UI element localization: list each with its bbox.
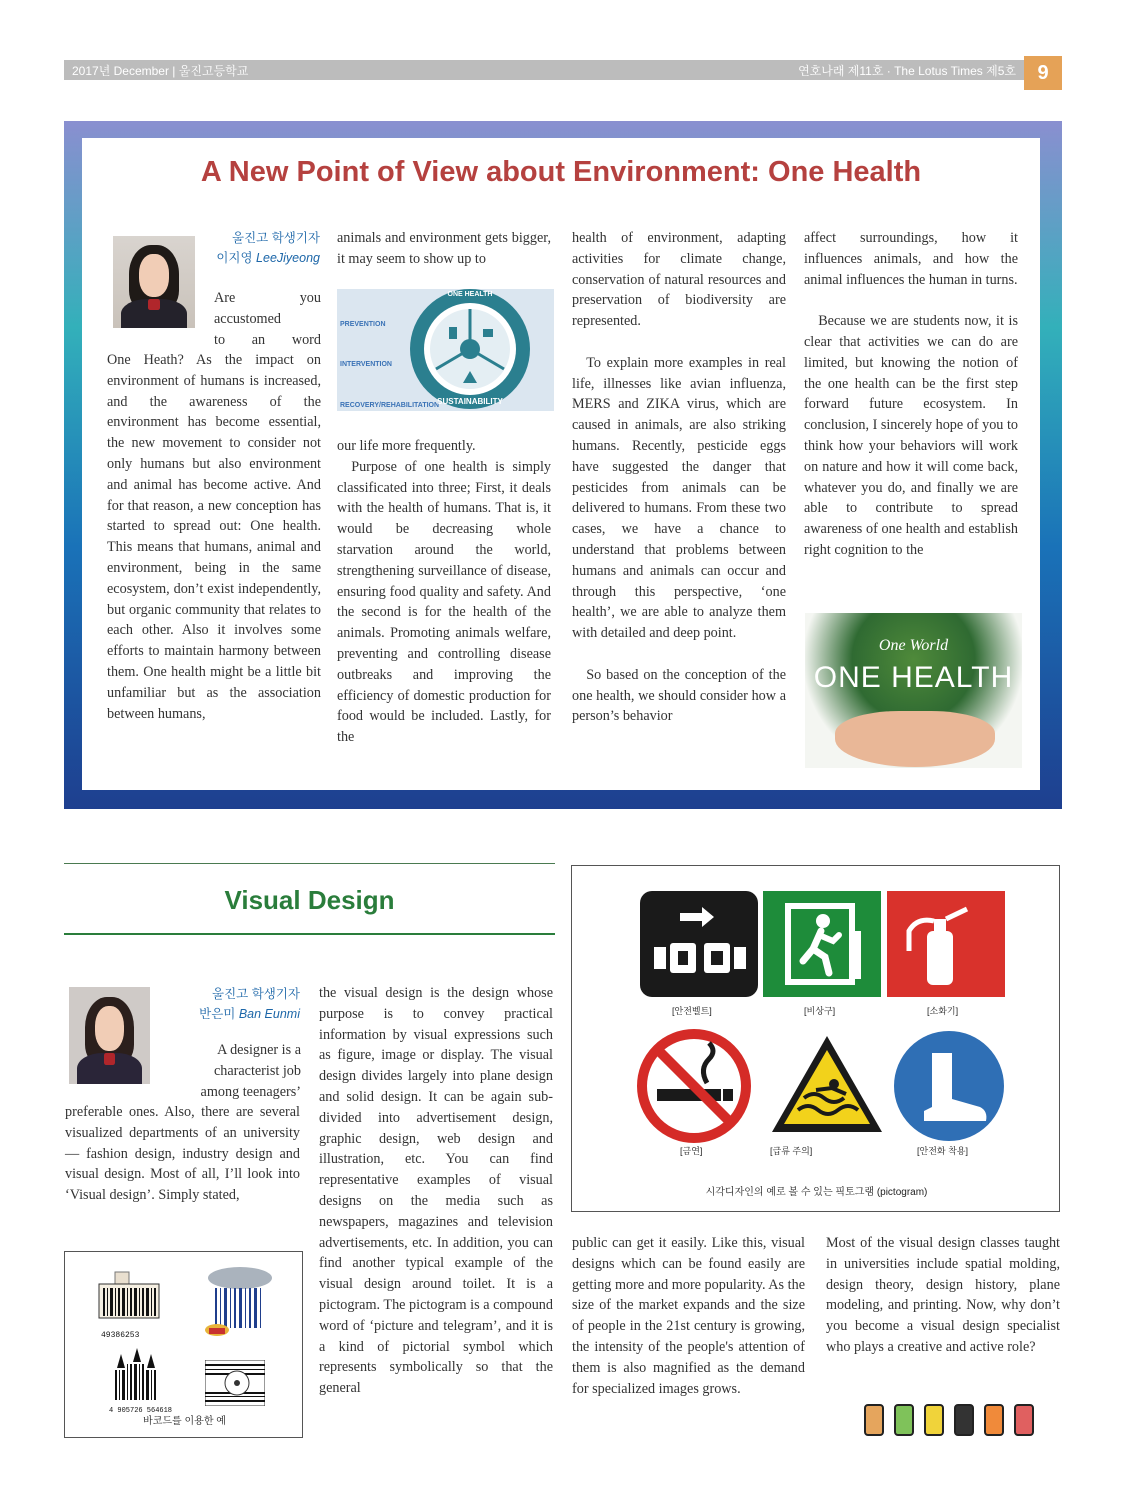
one-health-photo [805,613,1022,768]
paragraph: affect surroundings, how it influences animals, and how the animal influences the human in turns. [804,230,1018,288]
barcode-disc-icon [205,1360,265,1406]
diagram-ring-bottom: SUSTAINABILITY [437,397,503,406]
barcode-rain-icon [205,1266,275,1340]
byline-name-kr: 이지영 [216,251,253,265]
fire-extinguisher-sign-icon [887,891,1005,997]
barcode-number: 49386253 [101,1331,140,1340]
article1-byline [200,228,320,268]
barcode-number: 4 905726 564618 [109,1407,173,1415]
seatbelt-sign-icon [640,891,758,997]
hands-image [835,711,995,767]
reporter-photo-ban [69,987,150,1084]
article2-col3: public can get it easily. Like this, visual designs which can be found easily are getting more and more popularity. As the size of the market expands and the size of people in the 21st century is growing, the intensity of the people's attention of them is also magnified as the demand for specialized images grows. [572,1235,805,1397]
lead-line: A designer is a [217,1042,301,1058]
header-issue-date: 2017년 December | 울진고등학교 [72,64,249,78]
sign-caption-extinguisher: [소화기] [927,1006,959,1016]
article2-rule-bottom [64,933,555,935]
barcode-building-icon [95,1270,165,1330]
pictogram-caption: 시각디자인의 예로 볼 수 있는 픽토그램 (pictogram) [705,1187,928,1198]
paragraph: health of environment, adapting activities for climate change, conservation of natural resources and preservation of biodiversity are represented. [572,230,786,330]
character-icon [1014,1404,1034,1436]
page-header [64,60,1024,80]
article2-rule-top [64,863,555,864]
article1-col4 [804,228,1018,561]
lead-line: among teenagers’ [200,1083,301,1100]
byline-role: 울진고 학생기자 [212,987,300,1001]
article1-col2-bottom: our life more frequently. Purpose of one health is simply classificated into three; First, it deals with the health of humans. That is, it would be decreasing whole starvation around the world, strengthening surveillance of disease, ensuring food quality and safety. And the second is for the health of the animals. Promoting animals welfare, preventing and controlling disease outbreaks and improving the efficiency of domestic production for food would be included. Lastly, for the [337,438,551,746]
reporter-photo-lee [113,236,195,328]
byline-name-kr: 반은미 [199,1007,236,1021]
lead-line: to an word [214,331,321,348]
photo-line1: One World [878,637,949,654]
character-icon [894,1404,914,1436]
article2-col4: Most of the visual design classes taught in universities include spatial molding, design theory, design history, plane modeling, and printing. Now, why don’t you become a visual design specialist who plays a creative and active role? [826,1235,1060,1355]
paragraph: Because we are students now, it is clear that activities we can do are limited, but knowing the notion of the one health can be the first step forward future ecosystem. In conclusion, I sincerely hope of you to think how your behaviors will work on nature and how it will come back, whatever you do, and finally we are able to contribute to spread awareness of one health and establish right cognition to the [804,313,1018,558]
photo-line2: ONE HEALTH [813,661,1014,694]
character-icon [864,1404,884,1436]
paragraph: To explain more examples in real life, illnesses like avian influenza, MERS and ZIKA virus, which are caused in animals, are also striking humans. Recently, pesticide eggs have suggested the danger that pesticides from animals can be delivered to humans. From these two cases, we have a chance to understand that problems between humans and animals can occur and through this perspective, ‘one health’, we are able to analyze them with detailed and deep point. [572,354,786,642]
article1-col1-lead [214,288,321,350]
character-icon [924,1404,944,1436]
lead-line: Are you [214,290,321,306]
header-publication: 연호나래 제11호 · The Lotus Times 제5호 [798,64,1016,78]
article2-byline [180,984,300,1024]
character-icon [954,1404,974,1436]
barcode-castle-icon [105,1348,165,1408]
safety-shoes-sign-icon [892,1029,1006,1143]
sign-caption-nosmoking: [금연] [680,1146,703,1156]
article1-col2-top: animals and environment gets bigger, it may seem to show up to [337,230,551,267]
paragraph: So based on the conception of the one health, we should consider how a person’s behavior [572,666,786,725]
one-health-circle-icon [337,289,554,411]
article1-title: A New Point of View about Environment: One Health [200,156,922,188]
emergency-exit-sign-icon [763,891,881,997]
diagram-level-prevention: PREVENTION [340,321,386,328]
diagram-ring-top: ONE HEALTH [447,291,493,298]
sign-caption-exit: [비상구] [804,1006,836,1016]
article2-col1: preferable ones. Also, there are several visualized departments of an university — fashion design, industry design and visual design. Most of all, I’ll look into ‘Visual design’. Simply stated, [65,1104,300,1204]
diagram-level-intervention: INTERVENTION [340,361,392,368]
sign-caption-shoes: [안전화 착용] [917,1146,968,1156]
lead-line: characterist job [213,1062,301,1079]
barcode-figure [64,1251,303,1438]
pencil-characters-illustration [862,1398,1042,1440]
article1-col3 [572,228,786,727]
pictogram-figure [571,865,1060,1212]
byline-role: 울진고 학생기자 [232,231,320,245]
barcode-caption: 바코드를 이용한 예 [143,1416,226,1427]
sign-caption-seatbelt: [안전벨트] [672,1006,712,1016]
rapid-current-warning-sign-icon [768,1032,886,1138]
byline-name-en: Ban Eunmi [238,1007,300,1021]
sign-caption-current: [급류 주의] [770,1146,813,1156]
diagram-level-recovery: RECOVERY/REHABILITATION [340,402,440,409]
byline-name-en: LeeJiyeong [256,251,320,265]
article2-col2: the visual design is the design whose purpose is to convey practical information by visual expressions such as figure, image or display. The visual design divides largely into plane design and solid design. It can be again sub-divided into advertisement design, graphic design, web design and illustration, etc. You can find representative examples of visual designs on the media such as newspapers, magazines and television advertisements, etc. In addition, you can find another typical example of the visual design around toilet. It is a pictogram. The pictogram is a compound word of ‘picture and telegram’, and it is a kind of pictorial symbol which represents symbolically so that the general [319,985,553,1397]
article2-title: Visual Design [224,885,395,915]
lead-line: accustomed [214,310,281,327]
article1-col1: One Heath? As the impact on environment of humans is increased, and the awareness of the environment has become essential, the new movement to consider not only humans but also environment and animal has become active. And for that reason, a new conception has started to spread out: One health. This means that humans, animal and environment, being in the same ecosystem, don’t exist independently, but organic community that relates to each other. Also it involves some efforts to maintain harmony between them. One health might be a little bit unfamiliar but as the association between humans, [107,352,321,722]
character-icon [984,1404,1004,1436]
page-number: 9 [1024,56,1062,90]
article2-col1-lead [176,1040,301,1102]
no-smoking-sign-icon [637,1029,751,1143]
one-health-diagram [337,289,554,411]
